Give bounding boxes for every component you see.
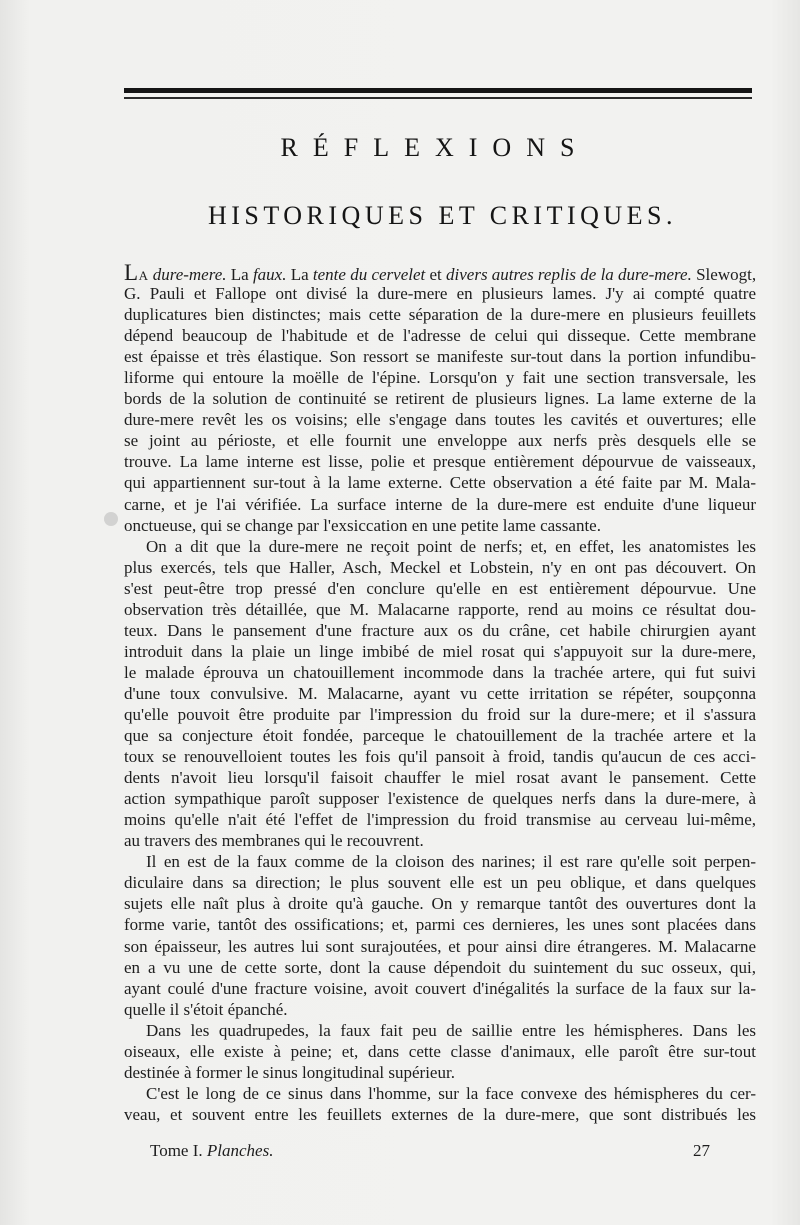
page-number: 27 [693,1141,710,1160]
text-line: est épaisse et très élastique. Son ressort se manifeste sur-tout dans la portion infundibu- [124,347,756,367]
text-line: Dans les quadrupedes, la faux fait peu de saillie entre les hémispheres. Dans les [146,1020,756,1040]
italic-term: divers autres replis de la dure-mere. [446,265,692,284]
text-line: C'est le long de ce sinus dans l'homme, sur la face convexe des hémispheres du cer- [146,1083,756,1103]
text-run: et [425,265,447,284]
text-line: se joint au périoste, et elle fournit une enveloppe aux nerfs près desquels elle se [124,431,756,451]
text-line: observation très détaillée, que M. Malacarne rapporte, rend au moins ce résultat dou- [124,599,756,619]
paper-speck [104,512,118,526]
volume-label [150,1141,273,1161]
text-line: dépend beaucoup de l'habitude et de l'adresse de celui qui disseque. Cette membrane [124,326,756,346]
text-line: forme varie, tantôt des ossifications; et, parmi ces dernieres, les unes sont placées dans [124,915,756,935]
text-line: Il en est de la faux comme de la cloison des narines; il est rare qu'elle soit perpen- [146,852,756,872]
text-line: duplicatures bien distinctes; mais cette séparation de la dure-mere en plusieurs feuillets [124,305,756,325]
volume-italic: Planches. [206,1141,274,1160]
text-run: La [226,265,253,284]
text-line: bords de la solution de continuité se retirent de plusieurs lignes. La lame externe de la [124,389,756,409]
text-line: veau, et souvent entre les feuillets externes de la dure-mere, que sont distribués les [124,1104,756,1124]
text-lines [124,283,756,1125]
text-line: sujets elle naît plus à droite qu'à gauche. On y remarque tantôt des ouvertures dont la [124,894,756,914]
text-line: toux se renouvelloient toutes les fois qu'il pansoit à froid, tandis qu'aucun de ces acci- [124,747,756,767]
text-line: qu'elle pouvoit être produite par l'impression du froid sur la dure-mere; et il s'assura [124,704,756,724]
title-line-1: RÉFLEXIONS [280,133,590,162]
text-line: au travers des membranes qui le recouvrent. [124,831,424,851]
text-line: le malade éprouva un chatouillement incommode dans la trachée artere, qui fut suivi [124,662,756,682]
text-line: trouve. La lame interne est lisse, polie et presque entièrement dépourvue de vaisseaux, [124,452,756,472]
text-line: plus exercés, tels que Haller, Asch, Meckel et Lobstein, n'y en ont pas découvert. On [124,557,756,577]
text-line: d'une toux convulsive. M. Malacarne, ayant vu cette irritation se répéter, soupçonna [124,683,756,703]
text-line: son épaisseur, les autres lui sont surajoutées, et pour ainsi dire étrangeres. M. Malacarne [124,936,756,956]
text-line: G. Pauli et Fallope ont divisé la dure-mere en plusieurs lames. J'y ai compté quatre [124,284,756,304]
title-line-2: HISTORIQUES ET CRITIQUES. [207,201,678,230]
text-line: que sa conjecture étoit fondée, parceque le chatouillement de la trachée artere et la [124,726,756,746]
text-line-first [124,262,756,283]
text-line: diculaire dans sa direction; le plus souvent elle est un peu oblique, et dans quelques [124,873,756,893]
text-line: en a vu une de cette sorte, dont la cause dépendoit du suintement du suc osseux, qui, [124,957,756,977]
text-line: teux. Dans le pansement d'une fracture aux os du crâne, cet habile chirurgien ayant [124,620,756,640]
text-run: Slewogt, [691,265,757,284]
text-line: moins qu'elle n'ait été l'effet de l'impression du froid transmise au cerveau lui-même, [124,810,756,830]
text-line: oiseaux, elle existe à peine; et, dans cette classe d'animaux, elle paroît être sur-tout [124,1041,756,1061]
header-rule-thin [124,97,752,99]
text-line: action sympathique paroît supposer l'existence de quelques nerfs dans la dure-mere, à [124,789,756,809]
drop-cap: L [124,260,139,285]
volume-prefix: Tome I. [150,1141,207,1160]
text-line: quelle il s'étoit épanché. [124,999,288,1019]
text-line: s'est peut-être trop pressé d'en conclure qu'elle en est entièrement dépourvue. Une [124,578,756,598]
text-line: qui appartiennent sur-tout à la lame externe. Cette observation a été faite par M. Mala- [124,473,756,493]
italic-term: tente du cervelet [312,265,426,284]
text-line: carne, et je l'ai vérifiée. La surface interne de la dure-mere est enduite d'une liqueur [124,494,756,514]
text-line: liforme qui entoure la moëlle de l'épine. Lorsqu'on y fait une section transversale, les [124,368,756,388]
text-line: destinée à former le sinus longitudinal supérieur. [124,1062,455,1082]
text-line: dents n'avoit lieu lorsqu'il faisoit chauffer le miel rosat avant le pansement. Cette [124,768,756,788]
italic-term: faux. [252,265,287,284]
text-line: dure-mere revêt les os voisins; elle s'engage dans toutes les cavités et ouvertures; elle [124,410,756,430]
body-text [124,262,756,1125]
text-line: onctueuse, qui se change par l'exsiccation en une petite lame cassante. [124,515,601,535]
text-run: La [286,265,313,284]
page-footer [150,1141,710,1163]
text-line: On a dit que la dure-mere ne reçoit point de nerfs; et, en effet, les anatomistes les [146,536,756,556]
italic-term: dure-mere. [148,265,227,284]
text-line: introduit dans la plaie un linge imbibé de miel rosat qui s'appuyoit sur la dure-mere, [124,641,756,661]
header-rule-thick [124,88,752,93]
text-line: ayant coulé d'une fracture voisine, avoit couvert d'inégalités la surface de la faux sur la- [124,978,756,998]
small-cap: A [138,268,149,283]
